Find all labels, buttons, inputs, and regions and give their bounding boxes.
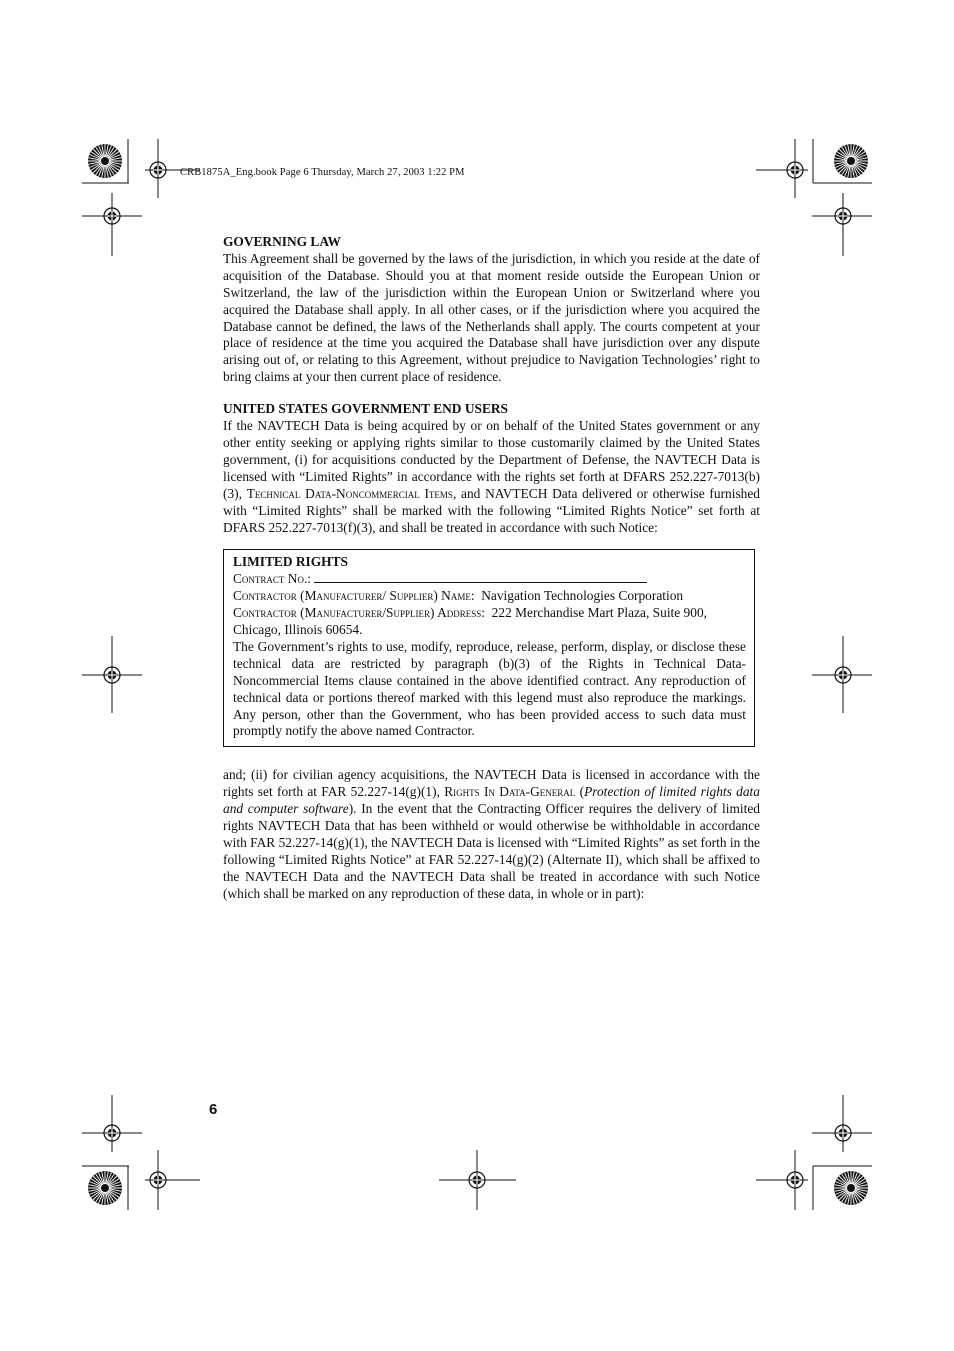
governing-law-heading: GOVERNING LAW [223, 234, 341, 249]
document-body [223, 234, 760, 903]
limited-rights-heading: LIMITED RIGHTS [233, 554, 348, 570]
file-slug: CRB1875A_Eng.book Page 6 Thursday, March 27, 2003 1:22 PM [180, 167, 465, 178]
page-number: 6 [209, 1101, 218, 1118]
us-gov-heading: UNITED STATES GOVERNMENT END USERS [223, 401, 508, 417]
civilian-paragraph: and; (ii) for civilian agency acquisitions, the NAVTECH Data is licensed in accordance with the rights set forth at FAR 52.227-14(g)(1), Rights In Data-General (Protection of limited rights data and computer software). In the event that the Contracting Officer requires the delivery of limited rights NAVTECH Data that has been withheld or would otherwise be withholdable in accordance with FAR 52.227-14(g)(1), the NAVTECH Data is licensed with “Limited Rights” as set forth in the following “Limited Rights Notice” at FAR 52.227-14(g)(2) (Alternate II), which shall be affixed to the NAVTECH Data and the NAVTECH Data shall be treated in accordance with such Notice (which shall be marked on any reproduction of these data, in whole or in part): [223, 767, 760, 901]
limited-rights-paragraph: The Government’s rights to use, modify, reproduce, release, perform, display, or disclose these technical data are restricted by paragraph (b)(3) of the Rights in Technical Data-Noncommercial Items clause contained in the above identified contract. Any reproduction of technical data or portions thereof marked with this legend must also reproduce the markings. Any person, other than the Government, who has been provided access to such data must promptly notify the above named Contractor. [233, 638, 746, 739]
contract-no-line: Contract No.: [233, 571, 746, 588]
limited-rights-box [223, 549, 755, 747]
governing-law-paragraph: This Agreement shall be governed by the laws of the jurisdiction, in which you reside at the date of acquisition of the Database. Should you at that moment reside outside the European Union or Switzerland, the law of the jurisdiction within the European Union or Switzerland where you acquired the Database shall apply. In all other cases, or if the jurisdiction where you acquired the Database cannot be defined, the laws of the Netherlands shall apply. The courts competent at your place of residence at the time you acquired the Database shall have jurisdiction over any dispute arising out of, or relating to this Agreement, without prejudice to Navigation Technologies’ right to bring claims at your then current place of residence. [223, 250, 760, 385]
contractor-name-line: Contractor (Manufacturer/ Supplier) Name: Navigation Technologies Corporation [233, 588, 684, 604]
us-gov-paragraph: If the NAVTECH Data is being acquired by or on behalf of the United States government or any other entity seeking or applying rights similar to those customarily claimed by the United States government, (i) for acquisitions conducted by the Department of Defense, the NAVTECH Data is licensed with “Limited Rights” in accordance with the rights set forth at DFARS 252.227-7013(b)(3), Technical Data-Noncommercial Items, and NAVTECH Data delivered or otherwise furnished with “Limited Rights” shall be marked with the following “Limited Rights Notice” set forth at DFARS 252.227-7013(f)(3), and shall be treated in accordance with such Notice: [223, 418, 760, 535]
contract-no-blank [314, 572, 647, 583]
contractor-address-line: Contractor (Manufacturer/Supplier) Address: 222 Merchandise Mart Plaza, Suite 900, Chicago, Illinois 60654. [233, 605, 707, 638]
